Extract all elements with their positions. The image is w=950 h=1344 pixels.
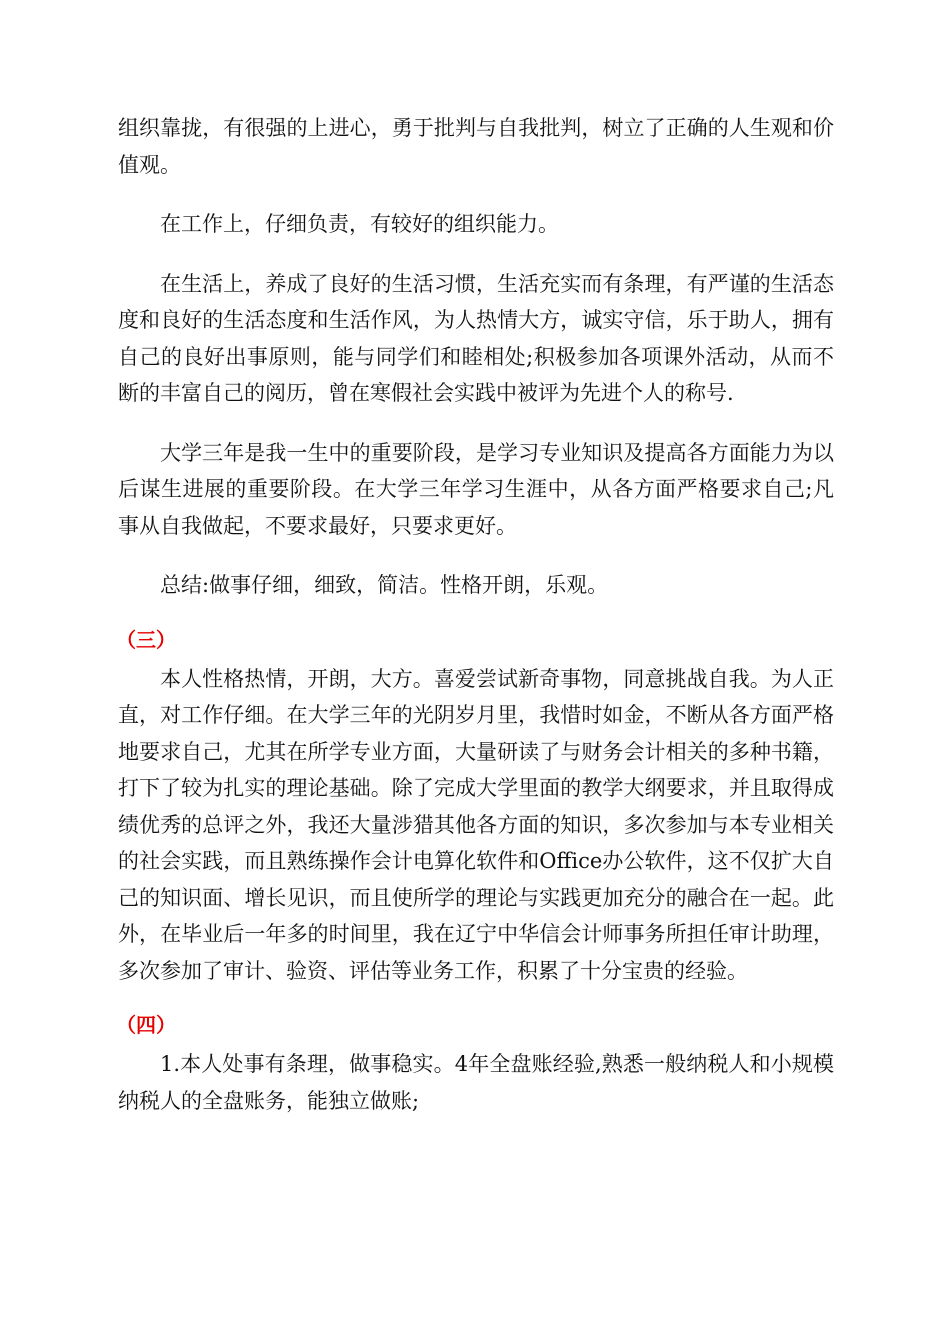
paragraph-life: 在生活上，养成了良好的生活习惯，生活充实而有条理，有严谨的生活态度和良好的生活态度和生活作风，为人热情大方，诚实守信，乐于助人，拥有自己的良好出事原则，能与同学们和睦相处;积极参加各项课外活动，从而不断的丰富自己的阅历，曾在寒假社会实践中被评为先进个人的称号. [118,271,834,405]
paragraph-work: 在工作上，仔细负责，有较好的组织能力。 [160,212,559,236]
paragraph-personality: 本人性格热情，开朗，大方。喜爱尝试新奇事物，同意挑战自我。为人正直，对工作仔细。在大学三年的光阴岁月里，我惜时如金，不断从各方面严格地要求自己，尤其在所学专业方面，大量研读了与财务会计相关的多种书籍，打下了较为扎实的理论基础。除了完成大学里面的教学大纲要求，并且取得成绩优秀的总评之外，我还大量涉猎其他各方面的知识，多次参加与本专业相关的社会实践，而且熟练操作会计电算化软件和Office办公软件，这不仅扩大自己的知识面、增长见识，而且使所学的理论与实践更加充分的融合在一起。此外，在毕业后一年多的时间里，我在辽宁中华信会计师事务所担任审计助理，多次参加了审计、验资、评估等业务工作，积累了十分宝贵的经验。 [118,666,834,983]
section-heading-three: （三） [116,627,176,652]
paragraph-summary: 总结:做事仔细，细致，简洁。性格开朗，乐观。 [160,573,609,597]
section-heading-four: （四） [116,1013,176,1037]
document-page [118,110,834,1142]
paragraph-item-one: 1.本人处事有条理，做事稳实。4年全盘账经验,熟悉一般纳税人和小规模纳税人的全盘账务，能独立做账; [118,1052,834,1113]
paragraph-continuation: 组织靠拢，有很强的上进心，勇于批判与自我批判，树立了正确的人生观和价值观。 [118,116,834,177]
paragraph-university: 大学三年是我一生中的重要阶段，是学习专业知识及提高各方面能力为以后谋生进展的重要阶段。在大学三年学习生涯中，从各方面严格要求自己;凡事从自我做起，不要求最好，只要求更好。 [118,440,834,538]
